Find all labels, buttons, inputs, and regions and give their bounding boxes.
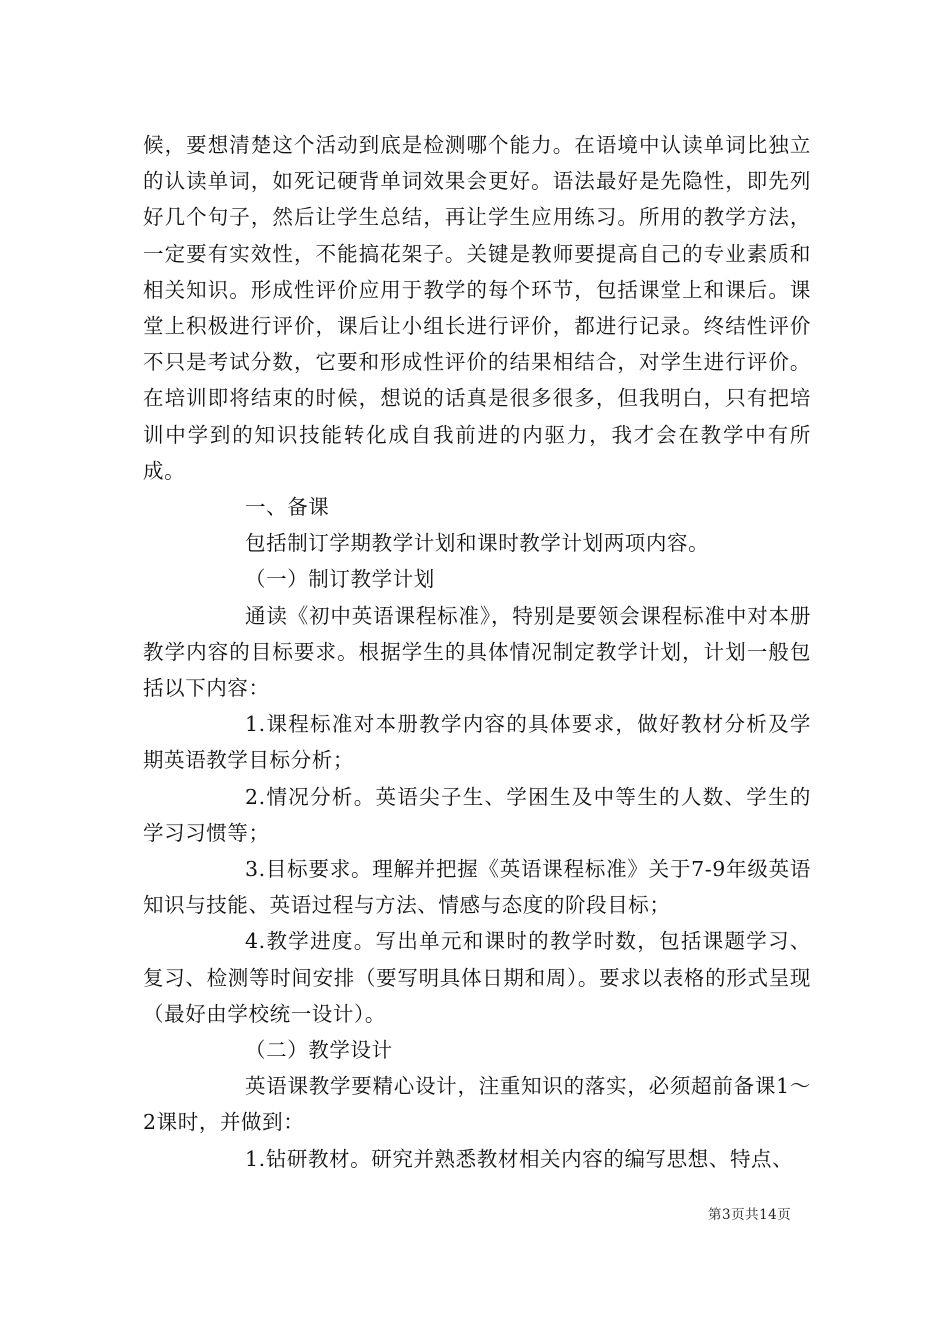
page-number-footer: 第3页共14页 bbox=[708, 1207, 792, 1223]
subheading-teaching-design: （二）教学设计 bbox=[245, 1038, 393, 1063]
document-body bbox=[143, 127, 811, 1177]
paragraph-continuation: 候，要想清楚这个活动到底是检测哪个能力。在语境中认读单词比独立的认读单词，如死记硬背单词效果会更好。语法最好是先隐性，即先列好几个句子，然后让学生总结，再让学生应用练习。所用的教学方法，一定要有实效性，不能搞花架子。关键是教师要提高自己的专业素质和相关知识。形成性评价应用于教学的每个环节，包括课堂上和课后。课堂上积极进行评价，课后让小组长进行评价，都进行记录。终结性评价不只是考试分数，它要和形成性评价的结果相结合，对学生进行评价。在培训即将结束的时候，想说的话真是很多很多，但我明白，只有把培训中学到的知识技能转化成自我前进的内驱力，我才会在教学中有所成。 bbox=[143, 133, 811, 483]
list-item-2: 2.情况分析。英语尖子生、学困生及中等生的人数、学生的学习习惯等； bbox=[143, 784, 811, 845]
paragraph-lesson-prep-intro: 包括制订学期教学计划和课时教学计划两项内容。 bbox=[245, 531, 710, 556]
paragraph-teaching-plan: 通读《初中英语课程标准》，特别是要领会课程标准中对本册教学内容的目标要求。根据学生的具体情况制定教学计划，计划一般包括以下内容： bbox=[143, 603, 811, 701]
list-item-4: 4.教学进度。写出单元和课时的教学时数，包括课题学习、复习、检测等时间安排（要写明具体日期和周）。要求以表格的形式呈现（最好由学校统一设计）。 bbox=[143, 929, 811, 1026]
list-item-1: 1.课程标准对本册教学内容的具体要求，做好教材分析及学期英语教学目标分析； bbox=[143, 712, 811, 773]
section-heading-lesson-prep: 一、备课 bbox=[245, 495, 330, 520]
paragraph-teaching-design: 英语课教学要精心设计，注重知识的落实，必须超前备课1～2课时，并做到： bbox=[143, 1074, 811, 1135]
subheading-teaching-plan: （一）制订教学计划 bbox=[245, 567, 435, 592]
design-item-1: 1.钻研教材。研究并熟悉教材相关内容的编写思想、特点、 bbox=[245, 1146, 794, 1171]
list-item-3: 3.目标要求。理解并把握《英语课程标准》关于7-9年级英语知识与技能、英语过程与方法、情感与态度的阶段目标； bbox=[143, 857, 811, 918]
